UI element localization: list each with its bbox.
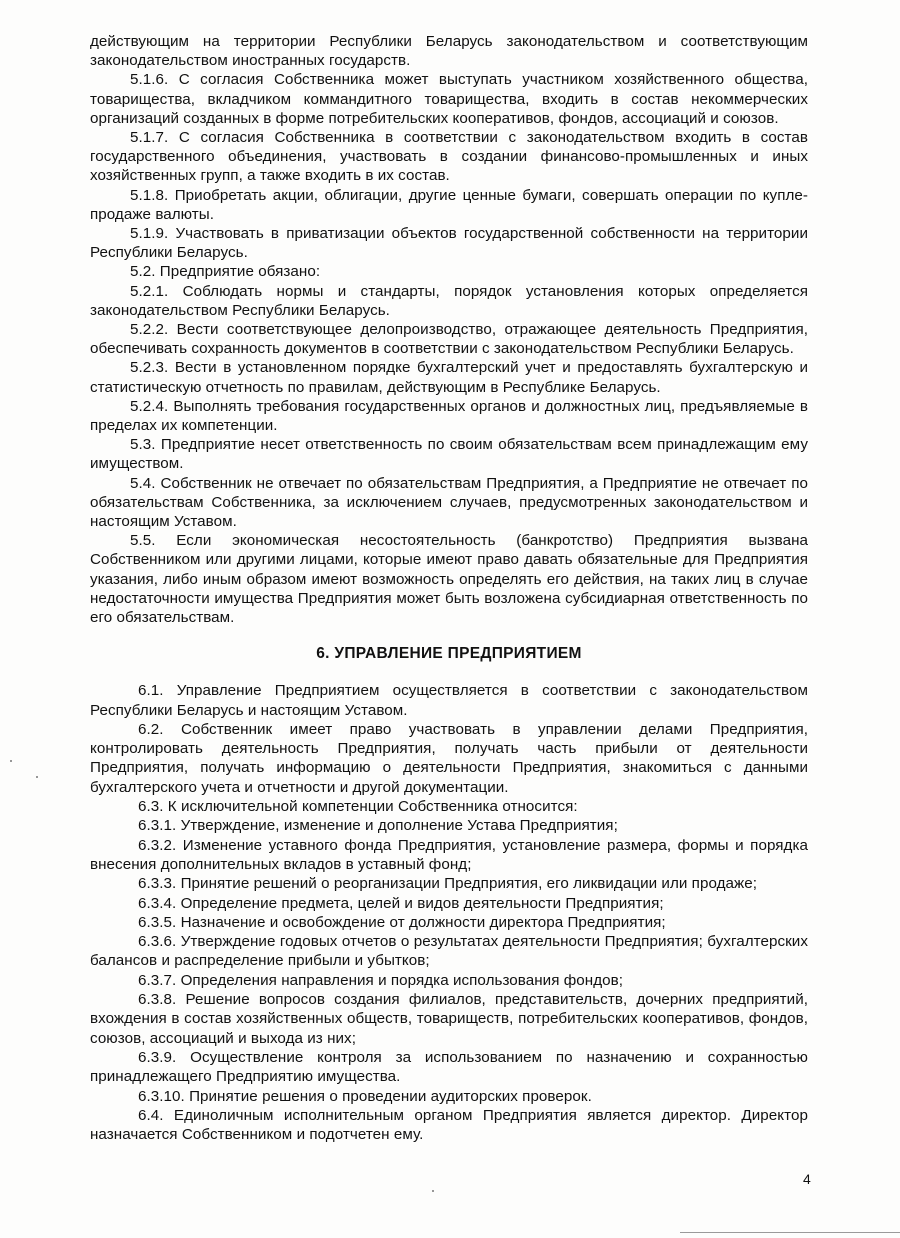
paragraph-6-4: 6.4. Единоличным исполнительным органом Предприятия является директор. Директор назначается Собственником и подотчетен ему.: [90, 1106, 808, 1144]
paragraph-5-2: 5.2. Предприятие обязано:: [130, 263, 321, 281]
paragraph-5-1-8: 5.1.8. Приобретать акции, облигации, другие ценные бумаги, совершать операции по купле-продаже валюты.: [90, 186, 808, 223]
paragraph-5-4: 5.4. Собственник не отвечает по обязательствам Предприятия, а Предприятие не отвечает по обязательствам Собственника, за исключением случаев, предусмотренных законодательством и настоящим Уставом.: [90, 474, 808, 531]
paragraph-6-3-8: 6.3.8. Решение вопросов создания филиалов, представительств, дочерних предприятий, вхождения в состав хозяйственных обществ, товариществ, потребительских кооперативов, фондов, союзов, ассоциаций и выхода из них;: [90, 991, 808, 1047]
paragraph-5-1-7: 5.1.7. С согласия Собственника в соответствии с законодательством входить в состав государственного объединения, участвовать в создании финансово-промышленных и иных хозяйственных групп, а также входить в их состав.: [90, 129, 808, 185]
section-6-body: [90, 681, 808, 1144]
paragraph-6-3-5: 6.3.5. Назначение и освобождение от должности директора Предприятия;: [138, 913, 666, 931]
scan-speck: [432, 1190, 434, 1192]
paragraph-6-2: 6.2. Собственник имеет право участвовать в управлении делами Предприятия, контролировать деятельность Предприятия, получать часть прибыли от деятельности Предприятия, получать информацию о деятельности Предприятия, знакомиться с данными бухгалтерского учета и отчетности и другой документации.: [90, 720, 808, 796]
paragraph-6-3-6: 6.3.6. Утверждение годовых отчетов о результатах деятельности Предприятия; бухгалтерских балансов и распределение прибыли и убытков;: [90, 933, 808, 970]
scan-speck: [36, 776, 38, 778]
document-body: [90, 32, 808, 1144]
paragraph-5-2-1: 5.2.1. Соблюдать нормы и стандарты, порядок установления которых определяется законодательством Республики Беларусь.: [90, 282, 808, 319]
paragraph-continuation: действующим на территории Республики Беларусь законодательством и соответствующим законодательством иностранных государств.: [90, 33, 808, 70]
scan-edge-line: [680, 1232, 900, 1233]
paragraph-6-3-3: 6.3.3. Принятие решений о реорганизации Предприятия, его ликвидации или продаже;: [138, 875, 757, 893]
scan-speck: [10, 760, 12, 762]
paragraph-6-3-7: 6.3.7. Определения направления и порядка использования фондов;: [138, 971, 624, 989]
paragraph-6-3-4: 6.3.4. Определение предмета, целей и видов деятельности Предприятия;: [138, 894, 664, 912]
paragraph-5-1-9: 5.1.9. Участвовать в приватизации объектов государственной собственности на территории Республики Беларусь.: [90, 225, 808, 262]
paragraph-5-1-6: 5.1.6. С согласия Собственника может выступать участником хозяйственного общества, товарищества, вкладчиком коммандитного товарищества, входить в состав некоммерческих организаций созданных в форме потребительских кооперативов, фондов, ассоциаций и союзов.: [90, 71, 808, 127]
paragraph-5-2-4: 5.2.4. Выполнять требования государственных органов и должностных лиц, предъявляемые в пределах их компетенции.: [90, 397, 808, 435]
section-6-heading: 6. УПРАВЛЕНИЕ ПРЕДПРИЯТИЕМ: [316, 645, 582, 663]
paragraph-6-3-1: 6.3.1. Утверждение, изменение и дополнение Устава Предприятия;: [138, 817, 618, 835]
paragraph-6-3: 6.3. К исключительной компетенции Собственника относится:: [138, 798, 578, 816]
paragraph-6-1: 6.1. Управление Предприятием осуществляется в соответствии с законодательством Республики Беларусь и настоящим Уставом.: [90, 682, 808, 719]
page-number: 4: [803, 1171, 811, 1187]
paragraph-6-3-9: 6.3.9. Осуществление контроля за использованием по назначению и сохранностью принадлежащего Предприятию имущества.: [90, 1048, 808, 1086]
paragraph-6-3-10: 6.3.10. Принятие решения о проведении аудиторских проверок.: [138, 1087, 592, 1105]
paragraph-6-3-2: 6.3.2. Изменение уставного фонда Предприятия, установление размера, формы и порядка внесения дополнительных вкладов в уставный фонд;: [90, 836, 808, 873]
paragraph-5-3: 5.3. Предприятие несет ответственность по своим обязательствам всем принадлежащим ему имуществом.: [90, 436, 808, 473]
paragraph-5-2-3: 5.2.3. Вести в установленном порядке бухгалтерский учет и предоставлять бухгалтерскую и статистическую отчетность по правилам, действующим в Республике Беларусь.: [90, 359, 808, 396]
paragraph-5-2-2: 5.2.2. Вести соответствующее делопроизводство, отражающее деятельность Предприятия, обеспечивать сохранность документов в соответствии с законодательством Республики Беларусь.: [90, 321, 808, 358]
paragraph-5-5: 5.5. Если экономическая несостоятельность (банкротство) Предприятия вызвана Собственником или другими лицами, которые имеют право давать обязательные для Предприятия указания, либо иным образом имеют возможность определять его действия, на таких лиц в случае недостаточности имущества Предприятия может быть возложена субсидиарная ответственность по его обязательствам.: [90, 532, 808, 627]
